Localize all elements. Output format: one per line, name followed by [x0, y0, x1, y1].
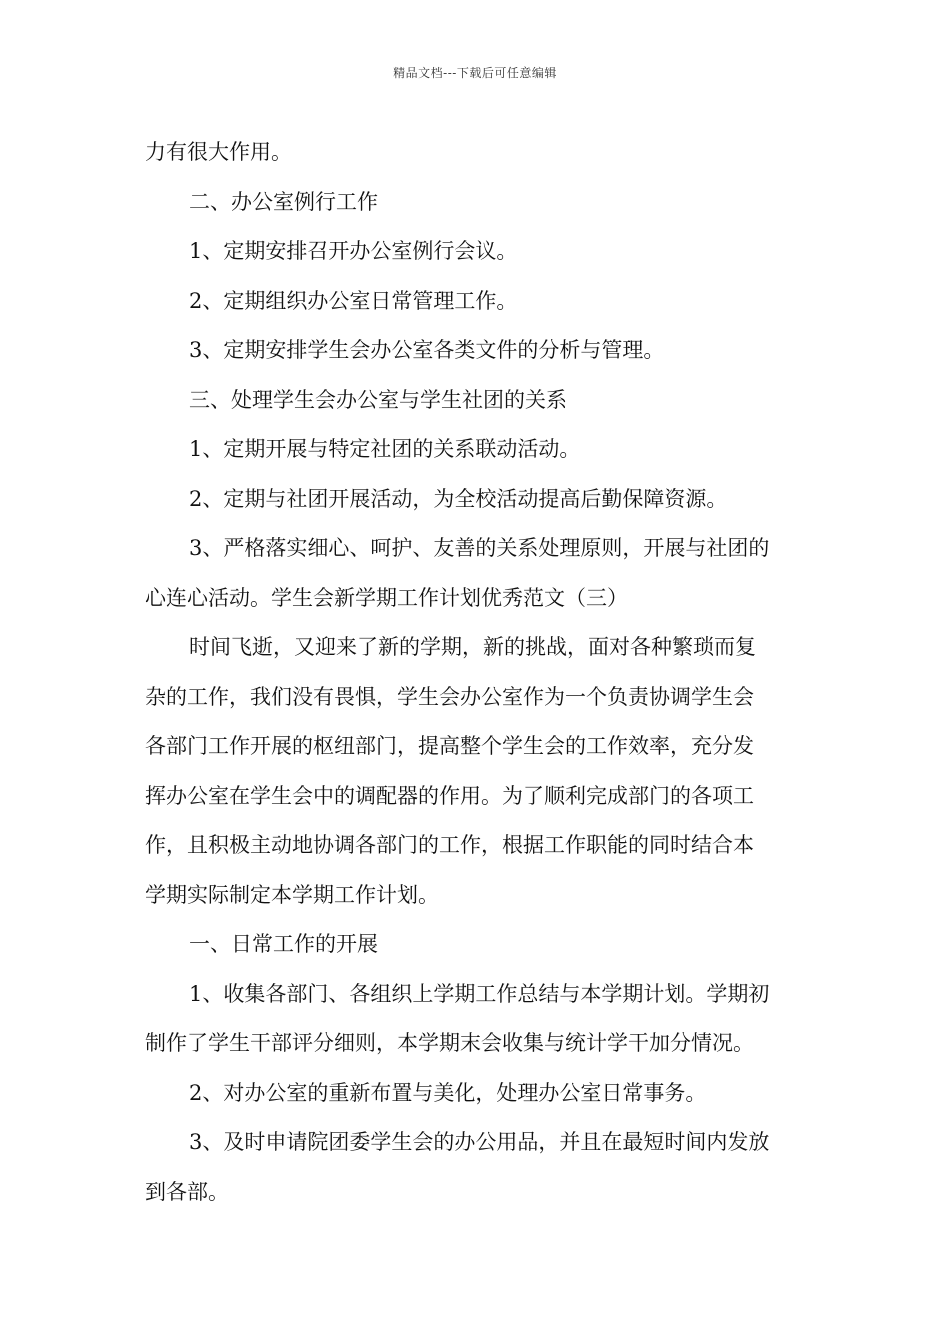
section-heading: 三、处理学生会办公室与学生社团的关系	[189, 387, 567, 412]
text-line: 3、及时申请院团委学生会的办公用品，并且在最短时间内发放	[189, 1130, 770, 1154]
text-line: 制作了学生干部评分细则，本学期末会收集与统计学干加分情况。	[145, 1031, 754, 1055]
text-line: 学期实际制定本学期工作计划。	[145, 882, 439, 907]
text-line: 时间飞逝，又迎来了新的学期，新的挑战，面对各种繁琐而复	[189, 635, 756, 659]
text-line: 2、对办公室的重新布置与美化，处理办公室日常事务。	[189, 1080, 707, 1105]
text-line: 各部门工作开展的枢纽部门，提高整个学生会的工作效率，充分发	[145, 734, 754, 758]
text-line: 挥办公室在学生会中的调配器的作用。为了顺利完成部门的各项工	[145, 783, 754, 808]
text-line: 3、严格落实细心、呵护、友善的关系处理原则，开展与社团的	[189, 536, 770, 560]
text-line: 1、定期开展与特定社团的关系联动活动。	[189, 437, 581, 461]
document-body	[145, 128, 807, 1217]
text-line: 1、收集各部门、各组织上学期工作总结与本学期计划。学期初	[189, 981, 770, 1006]
text-line: 杂的工作，我们没有畏惧，学生会办公室作为一个负责协调学生会	[145, 684, 754, 709]
text-line: 3、定期安排学生会办公室各类文件的分析与管理。	[189, 338, 665, 362]
text-line: 作，且积极主动地协调各部门的工作，根据工作职能的同时结合本	[145, 833, 754, 857]
text-line: 2、定期与社团开展活动，为全校活动提高后勤保障资源。	[189, 486, 728, 511]
text-line: 到各部。	[145, 1179, 229, 1204]
text-line: 2、定期组织办公室日常管理工作。	[189, 288, 518, 313]
text-line: 心连心活动。学生会新学期工作计划优秀范文（三）	[145, 585, 628, 610]
page-header: 精品文档---下载后可任意编辑	[393, 66, 557, 80]
text-line: 1、定期安排召开办公室例行会议。	[189, 239, 518, 263]
section-heading: 二、办公室例行工作	[189, 189, 378, 214]
section-heading: 一、日常工作的开展	[189, 932, 378, 956]
text-line: 力有很大作用。	[145, 140, 292, 164]
